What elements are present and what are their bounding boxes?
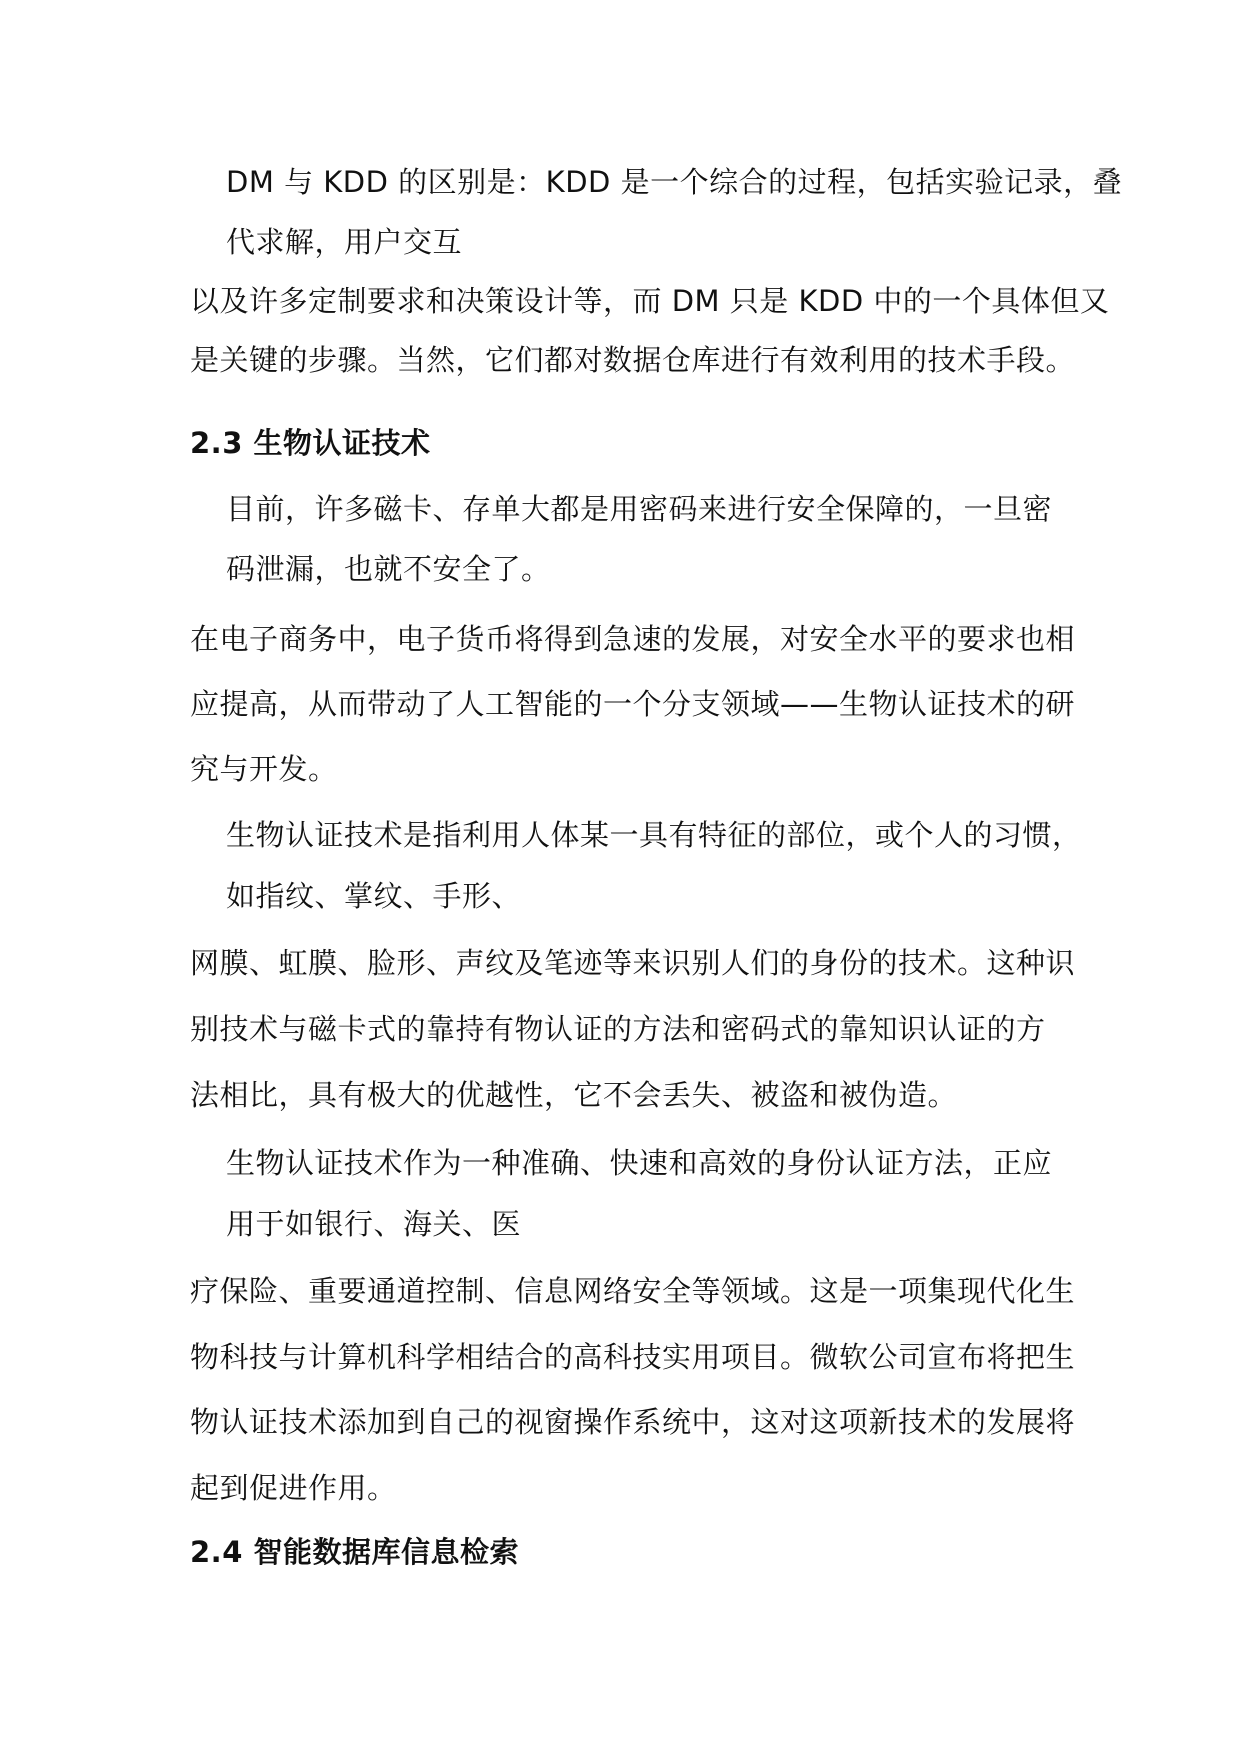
paragraph-line: 在电子商务中，电子货币将得到急速的发展，对安全水平的要求也相 <box>190 622 1076 656</box>
section-heading: 2.4 智能数据库信息检索 <box>190 1535 519 1569</box>
paragraph-line: 疗保险、重要通道控制、信息网络安全等领域。这是一项集现代化生 <box>190 1274 1076 1308</box>
paragraph-line: 生物认证技术是指利用人体某一具有特征的部位，或个人的习惯， <box>226 818 1082 852</box>
paragraph-line: 别技术与磁卡式的靠持有物认证的方法和密码式的靠知识认证的方 <box>190 1012 1046 1046</box>
paragraph-line: 究与开发。 <box>190 752 338 786</box>
paragraph-line: 是关键的步骤。当然，它们都对数据仓库进行有效利用的技术手段。 <box>190 343 1076 377</box>
paragraph-line: 以及许多定制要求和决策设计等，而 DM 只是 KDD 中的一个具体但又 <box>190 284 1110 318</box>
paragraph-line: 物认证技术添加到自己的视窗操作系统中，这对这项新技术的发展将 <box>190 1405 1076 1439</box>
paragraph-line: 代求解，用户交互 <box>226 225 463 259</box>
paragraph-line: 生物认证技术作为一种准确、快速和高效的身份认证方法，正应 <box>226 1146 1053 1180</box>
paragraph-line: 目前，许多磁卡、存单大都是用密码来进行安全保障的，一旦密 <box>226 492 1053 526</box>
paragraph-line: 如指纹、掌纹、手形、 <box>226 879 522 913</box>
section-heading: 2.3 生物认证技术 <box>190 426 431 460</box>
paragraph-line: 法相比，具有极大的优越性，它不会丢失、被盗和被伪造。 <box>190 1078 958 1112</box>
paragraph-line: 网膜、虹膜、脸形、声纹及笔迹等来识别人们的身份的技术。这种识 <box>190 946 1076 980</box>
paragraph-line: 起到促进作用。 <box>190 1471 397 1505</box>
paragraph-line: DM 与 KDD 的区别是：KDD 是一个综合的过程，包括实验记录，叠 <box>226 165 1123 199</box>
paragraph-line: 物科技与计算机科学相结合的高科技实用项目。微软公司宣布将把生 <box>190 1340 1076 1374</box>
paragraph-line: 码泄漏，也就不安全了。 <box>226 552 551 586</box>
paragraph-line: 应提高，从而带动了人工智能的一个分支领域——生物认证技术的研 <box>190 687 1076 721</box>
paragraph-line: 用于如银行、海关、医 <box>226 1207 522 1241</box>
